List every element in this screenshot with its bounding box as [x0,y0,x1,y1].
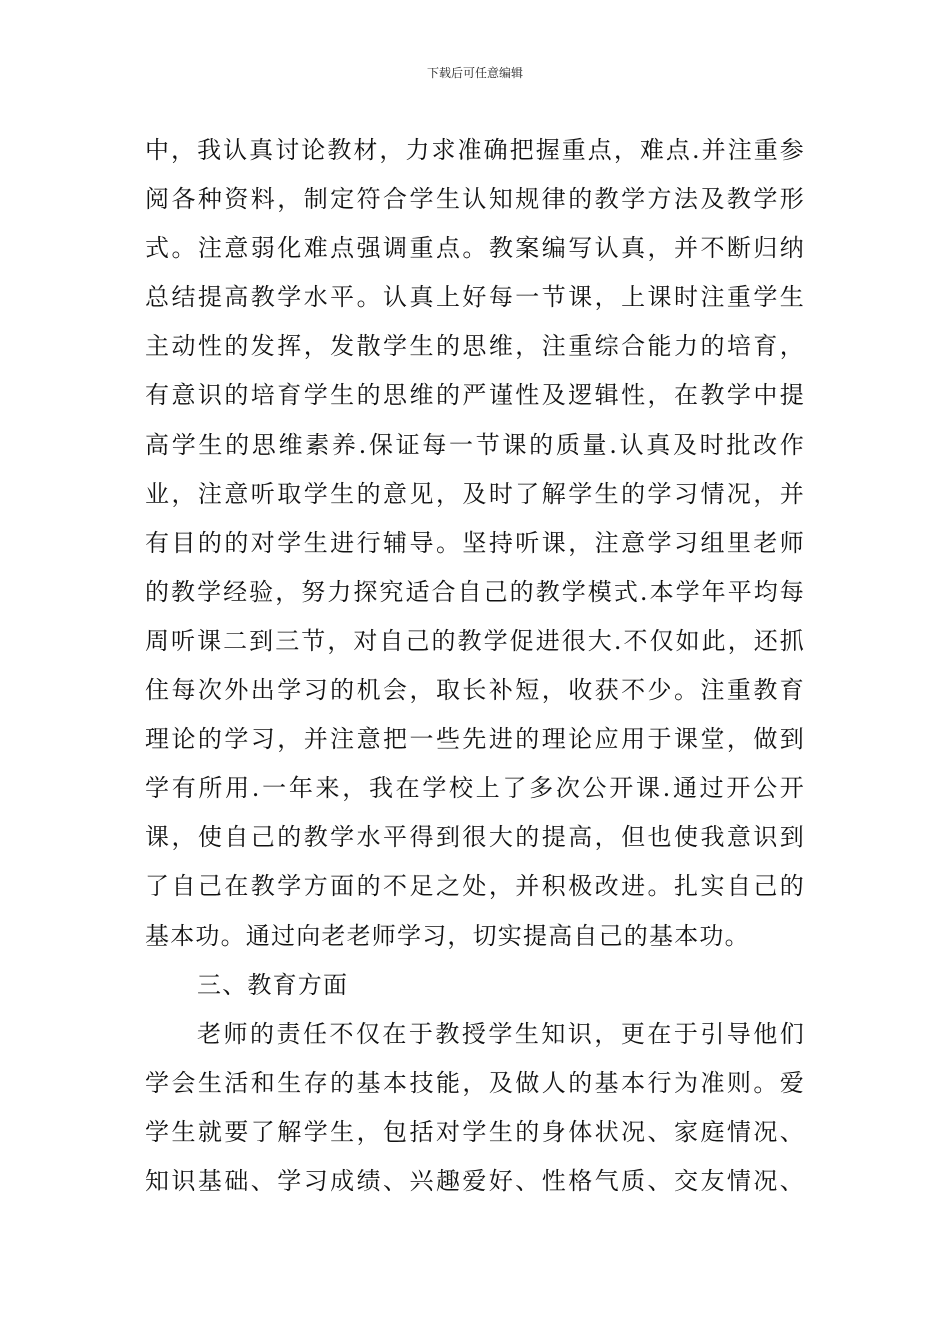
text-line: 业，注意听取学生的意见，及时了解学生的学习情况，并 [145,479,805,508]
text-line: 的教学经验，努力探究适合自己的教学模式.本学年平均每 [145,577,805,606]
text-line: 了自己在教学方面的不足之处，并积极改进。扎实自己的 [145,872,805,901]
text-line: 有目的的对学生进行辅导。坚持听课，注意学习组里老师 [145,528,805,557]
text-line: 学生就要了解学生，包括对学生的身体状况、家庭情况、 [145,1117,805,1146]
text-line: 课，使自己的教学水平得到很大的提高，但也使我意识到 [145,823,805,852]
document-body [145,126,805,1206]
text-line: 有意识的培育学生的思维的严谨性及逻辑性，在教学中提 [145,381,805,410]
text-line: 基本功。通过向老老师学习，切实提高自己的基本功。 [145,921,750,950]
text-line: 学会生活和生存的基本技能，及做人的基本行为准则。爱 [145,1068,805,1097]
section-heading: 三、教育方面 [197,970,349,999]
text-line: 理论的学习，并注意把一些先进的理论应用于课堂，做到 [145,725,805,754]
text-line: 知识基础、学习成绩、兴趣爱好、性格气质、交友情况、 [145,1166,805,1195]
text-line: 阅各种资料，制定符合学生认知规律的教学方法及教学形 [145,185,805,214]
text-line: 总结提高教学水平。认真上好每一节课，上课时注重学生 [145,283,805,312]
text-line: 中，我认真讨论教材，力求准确把握重点，难点.并注重参 [145,136,805,164]
text-line: 高学生的思维素养.保证每一节课的质量.认真及时批改作 [145,430,805,459]
page-header: 下载后可任意编辑 [426,66,523,80]
paragraph-first-line: 老师的责任不仅在于教授学生知识，更在于引导他们 [197,1019,805,1048]
text-line: 周听课二到三节，对自己的教学促进很大.不仅如此，还抓 [145,626,805,655]
text-line: 式。注意弱化难点强调重点。教案编写认真，并不断归纳 [145,234,805,263]
text-line: 住每次外出学习的机会，取长补短，收获不少。注重教育 [145,676,805,705]
text-line: 主动性的发挥，发散学生的思维，注重综合能力的培育， [145,332,805,361]
text-line: 学有所用.一年来，我在学校上了多次公开课.通过开公开 [145,774,805,803]
